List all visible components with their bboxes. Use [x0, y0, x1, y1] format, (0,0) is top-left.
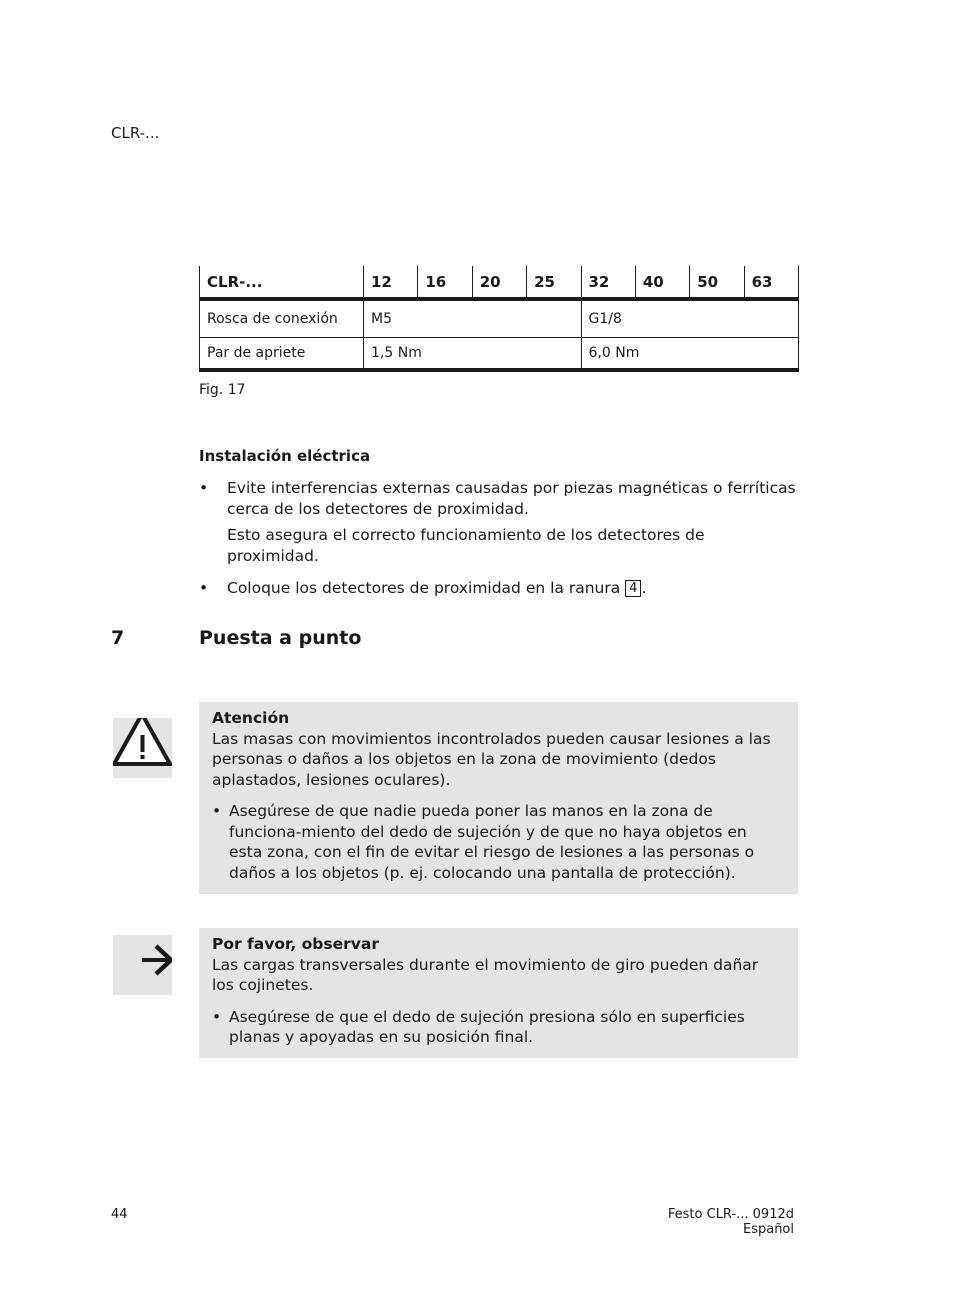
notice-text: Las masas con movimientos incontrolados pueden causar lesiones a las personas o daños a los objetos en la zona de movimiento (dedos aplastados, lesiones oculares).	[212, 729, 771, 789]
figure-caption: Fig. 17	[199, 382, 246, 398]
bullet-dot: •	[212, 1007, 222, 1026]
row-value-left: M5	[364, 299, 582, 338]
bullet-note: Esto asegura el correcto funcionamiento de los detectores de proximidad.	[227, 526, 705, 565]
table-header-cell: 50	[690, 266, 744, 299]
bullet-text: Asegúrese de que el dedo de sujeción presiona sólo en superficies planas y apoyadas en su posición final.	[229, 1007, 745, 1046]
footer-doc-info: Festo CLR-... 0912d Español	[667, 1207, 794, 1237]
bullet-text-end: .	[641, 579, 647, 597]
warning-triangle-icon	[113, 718, 172, 778]
reference-number: 4	[625, 580, 641, 597]
page-number: 44	[111, 1207, 128, 1222]
row-value-left: 1,5 Nm	[364, 338, 582, 371]
list-item	[212, 801, 778, 883]
notice-title: Por favor, observar	[212, 935, 379, 953]
bullet-list	[199, 478, 799, 599]
row-label: Rosca de conexión	[200, 299, 364, 338]
notice-text: Las cargas transversales durante el movimiento de giro pueden dañar los cojinetes.	[212, 955, 759, 994]
warning-notice	[199, 702, 798, 894]
bullet-text	[227, 578, 799, 599]
subsection-title: Instalación eléctrica	[199, 447, 371, 465]
row-value-right: G1/8	[581, 299, 799, 338]
table-row	[200, 338, 799, 371]
bullet-dot: •	[199, 579, 209, 597]
bullet-text: Asegúrese de que nadie pueda poner las manos en la zona de funciona-miento del dedo de sujeción y de que no haya objetos en esta zona, con el fin de evitar el riesgo de lesiones a las personas o daños a los objetos (p. ej. colocando una pantalla de protección).	[229, 802, 755, 882]
table-header-cell: 32	[581, 266, 635, 299]
table-row	[200, 299, 799, 338]
arrow-right-icon	[113, 935, 172, 995]
bullet-dot: •	[199, 479, 209, 497]
table-header-cell: 16	[418, 266, 472, 299]
info-notice	[199, 928, 798, 1058]
notice-title: Atención	[212, 709, 290, 727]
bullet-text-main: Coloque los detectores de proximidad en la ranura	[227, 579, 621, 597]
list-item	[199, 578, 799, 599]
table-header-cell: 63	[744, 266, 798, 299]
running-header: CLR-...	[111, 124, 160, 142]
row-value-right: 6,0 Nm	[581, 338, 799, 371]
bullet-text: Evite interferencias externas causadas por piezas magnéticas o ferríticas cerca de los detectores de proximidad.	[227, 479, 796, 518]
bullet-dot: •	[212, 802, 222, 820]
section-number: 7	[111, 627, 125, 649]
table-header-cell: 25	[527, 266, 581, 299]
list-item	[212, 1007, 778, 1048]
list-item	[199, 478, 799, 567]
section-title: Puesta a punto	[199, 627, 362, 649]
table-header-cell: CLR-...	[200, 266, 364, 299]
table-header-cell: 12	[364, 266, 418, 299]
row-label: Par de apriete	[200, 338, 364, 371]
spec-table	[199, 266, 799, 372]
table-header-cell: 40	[635, 266, 689, 299]
table-header-row	[200, 266, 799, 299]
table-header-cell: 20	[472, 266, 526, 299]
